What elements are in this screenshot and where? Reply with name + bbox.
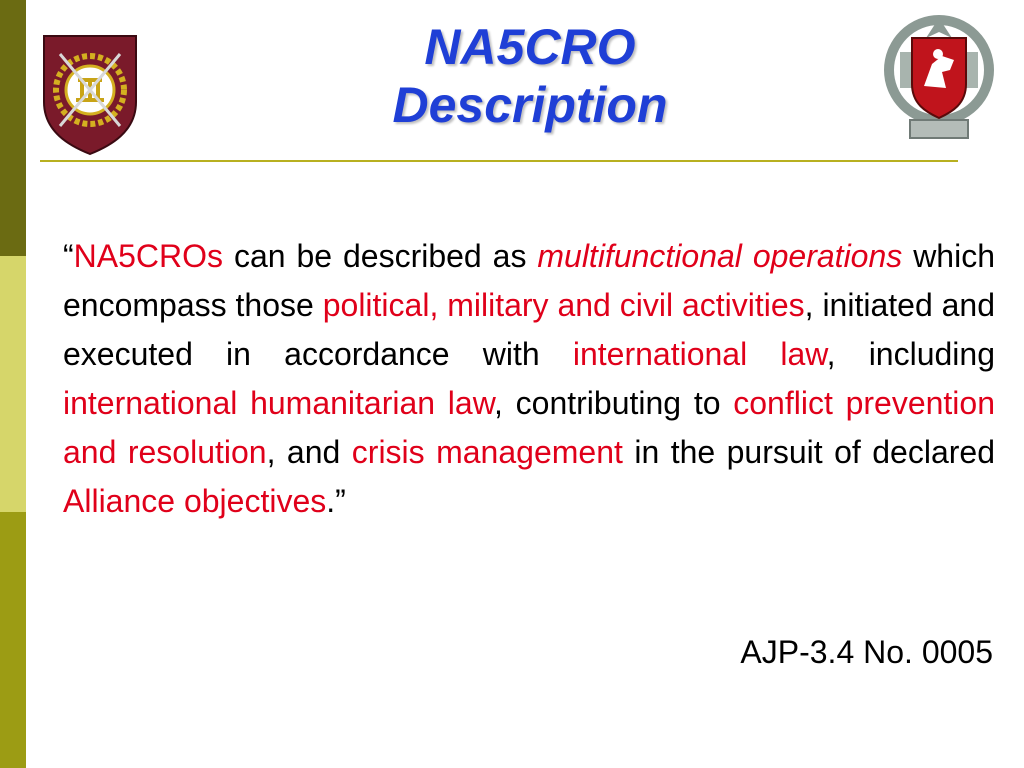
title-line-1: NA5CRO xyxy=(424,19,636,75)
quote-segment: crisis management xyxy=(351,434,623,470)
quote-segment: , and xyxy=(266,434,352,470)
quote-segment: multifunctional operations xyxy=(537,238,903,274)
quote-segment: .” xyxy=(326,483,346,519)
title-divider xyxy=(40,160,958,162)
slide-title xyxy=(200,18,860,134)
quote-segment: Alliance objectives xyxy=(63,483,327,519)
quote-segment: can be described as xyxy=(223,238,538,274)
quote-segment: , initiated and executed in accordance with xyxy=(63,287,996,372)
quote-segment: , contributing to xyxy=(494,385,734,421)
title-line-2: Description xyxy=(392,77,668,133)
quote-segment: in the pursuit of declared xyxy=(622,434,996,470)
quote-source: AJP-3.4 No. 0005 xyxy=(740,634,993,670)
quote-segment: conflict prevention and resolution xyxy=(63,385,996,470)
quote-segment: political, military and civil activities xyxy=(322,287,805,323)
knight-crest-emblem-icon xyxy=(880,8,998,148)
side-bar-segment-bottom xyxy=(0,512,26,768)
side-bar-segment-middle xyxy=(0,256,26,512)
side-color-bar xyxy=(0,0,26,768)
quote-text xyxy=(63,232,995,526)
quote-segment: , including xyxy=(826,336,996,372)
quote-segment: which encompass those xyxy=(63,238,995,323)
quote-segment: “ xyxy=(63,238,74,274)
military-academy-emblem-icon xyxy=(40,32,140,156)
side-bar-segment-top xyxy=(0,0,26,256)
quote-segment: international law xyxy=(572,336,827,372)
quote-segment: international humanitarian law xyxy=(63,385,495,421)
quote-segment: NA5CROs xyxy=(73,238,224,274)
